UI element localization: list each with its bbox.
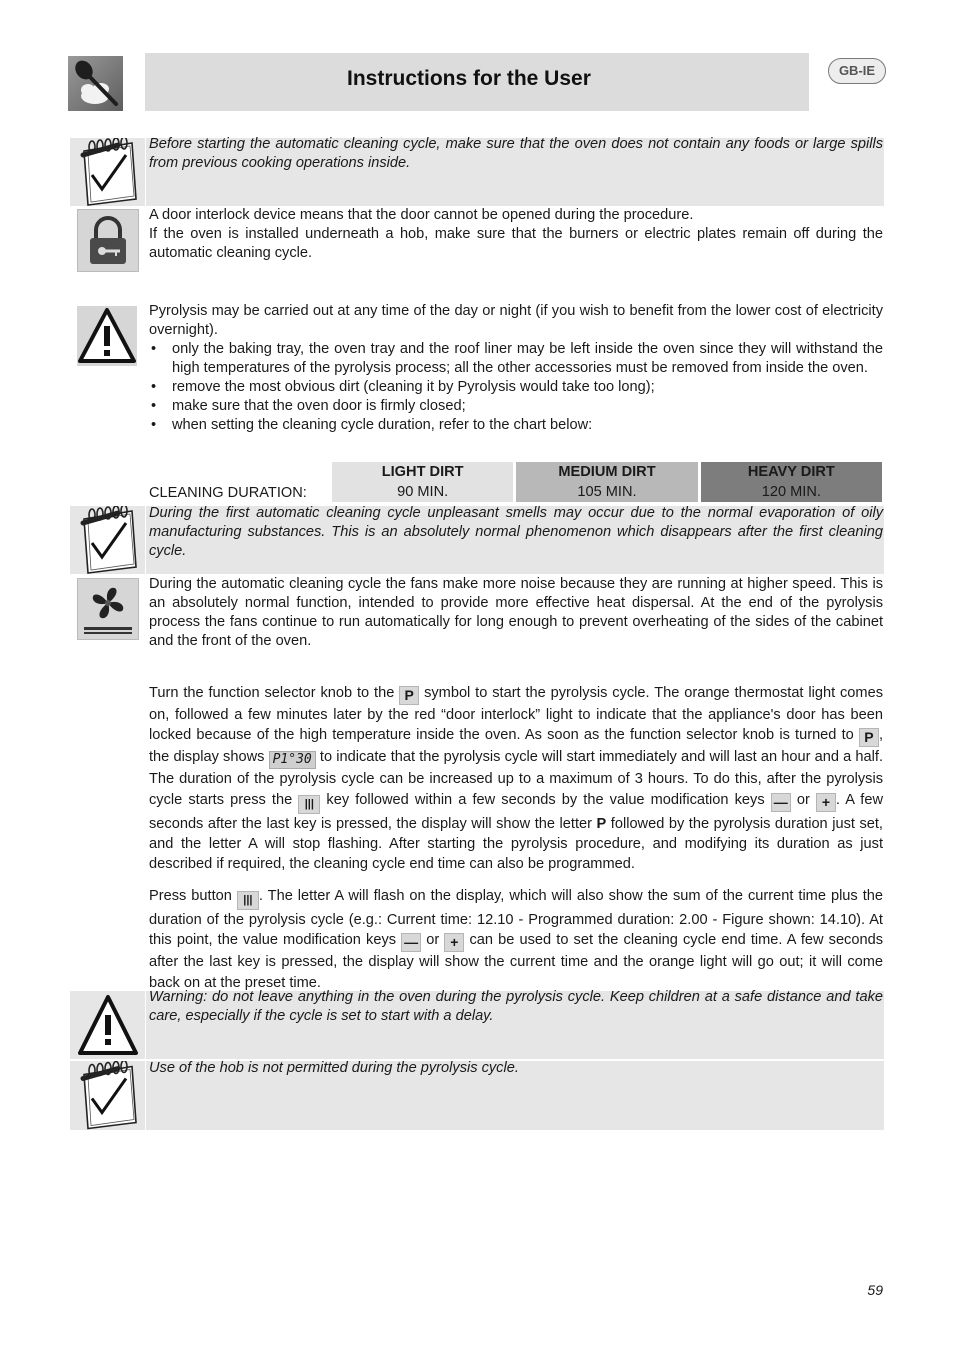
minus-key-icon: —	[771, 793, 791, 812]
padlock-icon-cell	[77, 209, 139, 272]
page-title: Instructions for the User	[347, 67, 591, 90]
header-heavy-dirt: HEAVY DIRT	[701, 462, 882, 482]
warning-triangle-icon	[70, 991, 145, 1059]
p-symbol-icon: P	[859, 728, 879, 747]
language-badge: GB-IE	[828, 58, 886, 84]
fan-icon-cell	[77, 578, 139, 640]
padlock-key-icon	[78, 210, 138, 271]
lock-line-2: If the oven is installed underneath a hob, make sure that the burners or electric plates remain off during the automatic cleaning cycle.	[149, 226, 883, 261]
value-heavy-dirt: 120 MIN.	[701, 482, 882, 502]
text-segment: symbol to start the pyrolysis cycle. The orange thermostat light comes on, followed a few minutes later by the red “door interlock” light to indicate that the appliance's door has been locked because of the high temperature inside the oven. As soon as the function selector knob is turned to	[149, 685, 883, 744]
fan-text: During the automatic cleaning cycle the fans make more noise because they are running at higher speed. This is an absolutely normal function, intended to provide more effective heat dispersal. At the end of the pyrolysis process the fans continue to run automatically for long enough to prevent overheating of the sides of the cabinet and the front of the oven.	[149, 576, 883, 649]
warning-icon-cell-2	[70, 991, 145, 1059]
warning-triangle-icon	[77, 306, 137, 366]
value-light-dirt: 90 MIN.	[332, 482, 513, 502]
note-text-3: Use of the hob is not permitted during the pyrolysis cycle.	[149, 1060, 519, 1076]
end-time-key-icon: |||	[237, 891, 259, 910]
text-segment: or	[421, 932, 445, 949]
note-pad-icon	[70, 138, 145, 206]
bullet-item: • make sure that the oven door is firmly closed;	[149, 397, 883, 416]
warning-text: Warning: do not leave anything in the oven during the pyrolysis cycle. Keep children at a safe distance and take care, especially if the cycle is set to start with a delay.	[149, 989, 883, 1024]
letter-p: P	[596, 815, 607, 832]
text-segment: can be used to set the cleaning cycle end time. A few seconds after the last key is pressed, the display will show the current time and the orange light will go out; it will come back on at the preset time.	[149, 932, 884, 991]
header-light-dirt: LIGHT DIRT	[332, 462, 513, 482]
lock-line-1: A door interlock device means that the door cannot be opened during the procedure.	[149, 207, 694, 223]
text-segment: . A few seconds after the last key is pressed, the display will show the letter	[149, 791, 884, 832]
text-segment: Press button	[149, 888, 237, 904]
pyrolysis-intro: Pyrolysis may be carried out at any time of the day or night (if you wish to benefit from the lower cost of electricity overnight).	[149, 303, 883, 338]
door-interlock-text	[149, 206, 883, 263]
display-readout: P1°30	[269, 751, 316, 769]
note-icon-cell-3	[70, 1061, 145, 1130]
fan-icon	[78, 579, 138, 639]
text-segment: , the display shows	[149, 727, 883, 766]
text-segment: . The letter A will flash on the display, which will also show the sum of the current time plus the duration of the pyrolysis cycle (e.g.: Current time: 12.10 - Programmed duration: 2.00 - Figure shown: 14.10). At this point, the value modification keys	[149, 888, 884, 949]
plus-key-icon: +	[816, 793, 836, 812]
p-symbol-icon: P	[399, 686, 419, 705]
text-segment: key followed within a few seconds by the value modification keys	[320, 791, 771, 808]
page-number: 59	[867, 1282, 883, 1298]
bullet-item: • when setting the cleaning cycle duration, refer to the chart below:	[149, 416, 883, 435]
value-medium-dirt: 105 MIN.	[516, 482, 697, 502]
minus-key-icon: —	[401, 933, 421, 952]
note-icon-cell	[70, 138, 145, 206]
note-pad-icon	[70, 1061, 145, 1130]
bullet-item: • remove the most obvious dirt (cleaning it by Pyrolysis would take too long);	[149, 378, 883, 397]
plus-key-icon: +	[444, 933, 464, 952]
pyrolysis-bullets	[149, 340, 883, 435]
text-segment: or	[790, 791, 816, 808]
bullet-item: • only the baking tray, the oven tray and the roof liner may be left inside the oven since they will withstand the high temperatures of the pyrolysis process; all the other accessories must be removed from inside the oven.	[149, 340, 883, 378]
note-text-2: During the first automatic cleaning cycle unpleasant smells may occur due to the normal evaporation of oily manufacturing substances. This is an absolutely normal phenomenon which disappears after the first cleaning cycle.	[149, 505, 883, 559]
end-time-instructions	[149, 886, 883, 993]
text-segment: followed by the pyrolysis duration just set, and the letter A will stop flashing. After starting the pyrolysis procedure, and modifying its duration as just described if required, the cleaning cycle end time can also be programmed.	[149, 815, 883, 873]
text-segment: to indicate that the pyrolysis cycle will start immediately and will last an hour and a half. The duration of the pyrolysis cycle can be increased up to a maximum of 3 hours. To do this, after the pyrolysis cycle starts press the	[149, 749, 883, 808]
header-medium-dirt: MEDIUM DIRT	[516, 462, 697, 482]
text-segment: Turn the function selector knob to the	[149, 685, 400, 701]
end-time-key-icon: |||	[298, 795, 320, 814]
warning-icon-cell-1	[77, 306, 137, 366]
note-text-1: Before starting the automatic cleaning cycle, make sure that the oven does not contain any foods or large spills from previous cooking operations inside.	[149, 136, 883, 171]
note-pad-icon	[70, 506, 145, 574]
pyrolysis-section	[149, 302, 883, 435]
cleaning-duration-label: CLEANING DURATION:	[149, 485, 307, 501]
selector-instructions	[149, 683, 883, 874]
chef-logo-icon	[68, 56, 123, 111]
note-icon-cell-2	[70, 506, 145, 574]
